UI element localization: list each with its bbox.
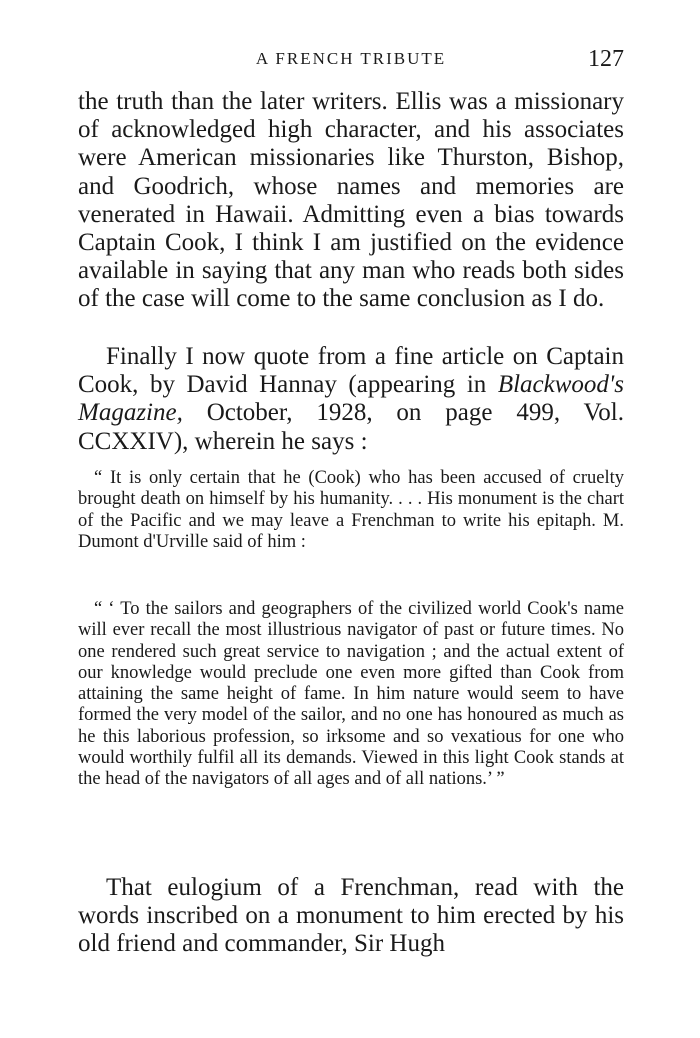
paragraph-hannay-intro	[78, 343, 624, 456]
block-quote-durville: “ ‘ To the sailors and geographers of the civilized world Cook's name will ever recall the most illustrious navigator of past or future times. No one rendered such great service to navigation ; and the actual extent of our knowledge would preclude one even more gifted than Cook from attaining the same height of fame. In him nature would seem to have formed the very model of the sailor, and no one has honoured as much as he this laborious profession, so irksome and so vexatious for one who would worthily fulfil all its demands. Viewed in this light Cook stands at the head of the navigators of all ages and of all nations.’ ”	[78, 599, 624, 790]
paragraph-ellis: the truth than the later writers. Ellis was a missionary of acknowledged high character, and his associates were American missionaries like Thurston, Bishop, and Goodrich, whose names and memories are venerated in Hawaii. Admitting even a bias towards Captain Cook, I think I am justified on the evidence available in saying that any man who reads both sides of the case will come to the same conclusion as I do.	[78, 88, 624, 313]
paragraph-eulogium: That eulogium of a Frenchman, read with the words inscribed on a monument to him erected by his old friend and commander, Sir Hugh	[78, 874, 624, 958]
block-quote-hannay: “ It is only certain that he (Cook) who has been accused of cruelty brought death on himself by his humanity. . . . His monument is the chart of the Pacific and we may leave a Frenchman to write his epitaph. M. Dumont d'Urville said of him :	[78, 468, 624, 552]
paragraph-hannay-text-start: Finally I now quote from a fine article on Captain Cook, by David Hannay (appearing in	[78, 343, 624, 399]
running-head: A FRENCH TRIBUTE	[255, 49, 447, 68]
magazine-title: Blackwood's Magazine,	[78, 371, 624, 427]
page-number: 127	[588, 46, 624, 72]
paragraph-hannay-text-end: October, 1928, on page 499, Vol. CCXXIV), wherein he says :	[78, 399, 624, 455]
page-header	[78, 44, 624, 74]
